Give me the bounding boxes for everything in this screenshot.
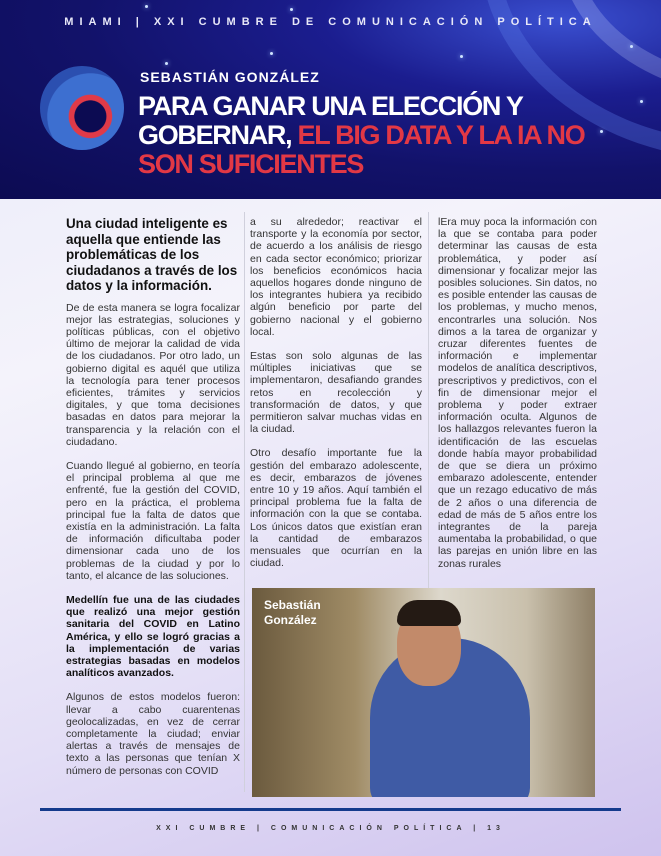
star-icon (640, 100, 643, 103)
column-divider (244, 212, 245, 792)
lead-paragraph: Una ciudad inteligente es aquella que entiende las problemáticas de los ciudadanos a través de los datos y la información. (66, 216, 238, 293)
photo-caption (264, 598, 321, 628)
column-2 (250, 216, 422, 581)
photo-hair (397, 600, 461, 626)
star-icon (145, 5, 148, 8)
title-white: PARA GANAR UNA ELECCIÓN Y GOBERNAR, (138, 91, 523, 150)
footer-text: XXI CUMBRE | COMUNICACIÓN POLÍTICA | 13 (156, 825, 505, 832)
paragraph: Estas son solo algunas de las múltiples iniciativas que se implementaron, desafiando grandes retos en recolección y transformación de datos, y que permitieron salvar muchas vidas en la ciudad. (250, 350, 422, 436)
summit-logo (40, 66, 124, 150)
highlight-paragraph: Medellín fue una de las ciudades que realizó una mejor gestión sanitaria del COVID en Latino América, y ello se logró gracias a la implementación de varias estrategias basadas en modelos analíticos avanzados. (66, 593, 240, 680)
author-name: SEBASTIÁN GONZÁLEZ (140, 69, 320, 85)
column-1 (66, 216, 240, 789)
column-3 (438, 216, 597, 582)
paragraph: De de esta manera se logra focalizar mejor las estrategias, soluciones y políticas públicas, con el objetivo último de mejorar la calidad de vida de los ciudadanos. Por otro lado, un gobierno digital es aquél que utiliza la tecnología para tener procesos eficientes, trámites y servicios digitales, y que toma decisiones basadas en datos para mejorar la transparencia y la relación con el ciudadano. (66, 301, 240, 448)
caption-line: Sebastián (264, 598, 321, 612)
header-banner (0, 0, 661, 199)
star-icon (270, 52, 273, 55)
paragraph: a su alrededor; reactivar el transporte y la economía por sector, de acuerdo a los análisis de riesgo en cada sector económico; priorizar los beneficios económicos hacia aquellos hogares donde ninguno de los integrantes hubiera ya recibido algún beneficio por parte del gobierno nacional y el gobierno local. (250, 216, 422, 338)
star-icon (460, 55, 463, 58)
star-icon (630, 45, 633, 48)
star-icon (165, 62, 168, 65)
title-red: EL BIG DATA Y LA IA NO SON SUFICIENTES (138, 120, 585, 179)
footer-rule (40, 808, 621, 811)
star-icon (290, 8, 293, 11)
author-photo (252, 588, 595, 797)
paragraph: Otro desafío importante fue la gestión del embarazo adolescente, es decir, embarazos de jóvenes entre 10 y 19 años. Aquí también el principal problema fue la falta de información con la que se contaba. Los únicos datos que existían eran la cantidad de embarazos mensuales que ocurrían en la ciudad. (250, 447, 422, 570)
paragraph: lEra muy poca la información con la que se contaba para poder determinar las causas de esta problemática, y poder así dimensionar y focalizar mejor las posibles soluciones. Sin datos, no es posible entender las causas de los problemas, y mucho menos, encontrarles una solución. Nos dimos a la tarea de organizar y cruzar diferentes fuentes de información e implementar modelos de analítica descriptivos, prescriptivos y predictivos, con el fin de dimensionar mejor el problema y poder extraer información oculta. Algunos de los hallazgos relevantes fueron la identificación de las escuelas donde había mayor probabilidad de que se diera un próximo embarazo adolescente, entender que un rezago educativo de más de 2 años o una diferencia de edad de más de 5 años entre los integrantes de la pareja aumentaba la probabilidad, o que las parejas en unión libre en las zonas rurales (438, 216, 597, 570)
event-title: MIAMI | XXI CUMBRE DE COMUNICACIÓN POLÍTICA (64, 16, 597, 28)
article-title (138, 92, 618, 179)
paragraph: Algunos de estos modelos fueron: llevar a cabo cuarentenas geolocalizadas, en vez de cerrar completamente la ciudad; enviar alertas a través de mensajes de texto a las personas que tenían X número de personas con COVID (66, 691, 240, 777)
caption-line: González (264, 613, 317, 627)
paragraph: Cuando llegué al gobierno, en teoría el principal problema al que me enfrenté, fue la gestión del COVID, pero en la práctica, el problema principal fue la falta de datos que existía en la administración. La falta de información dificultaba poder dimensionar cada uno de los problemas de la ciudad y por lo tanto, el alcance de las soluciones. (66, 459, 240, 582)
